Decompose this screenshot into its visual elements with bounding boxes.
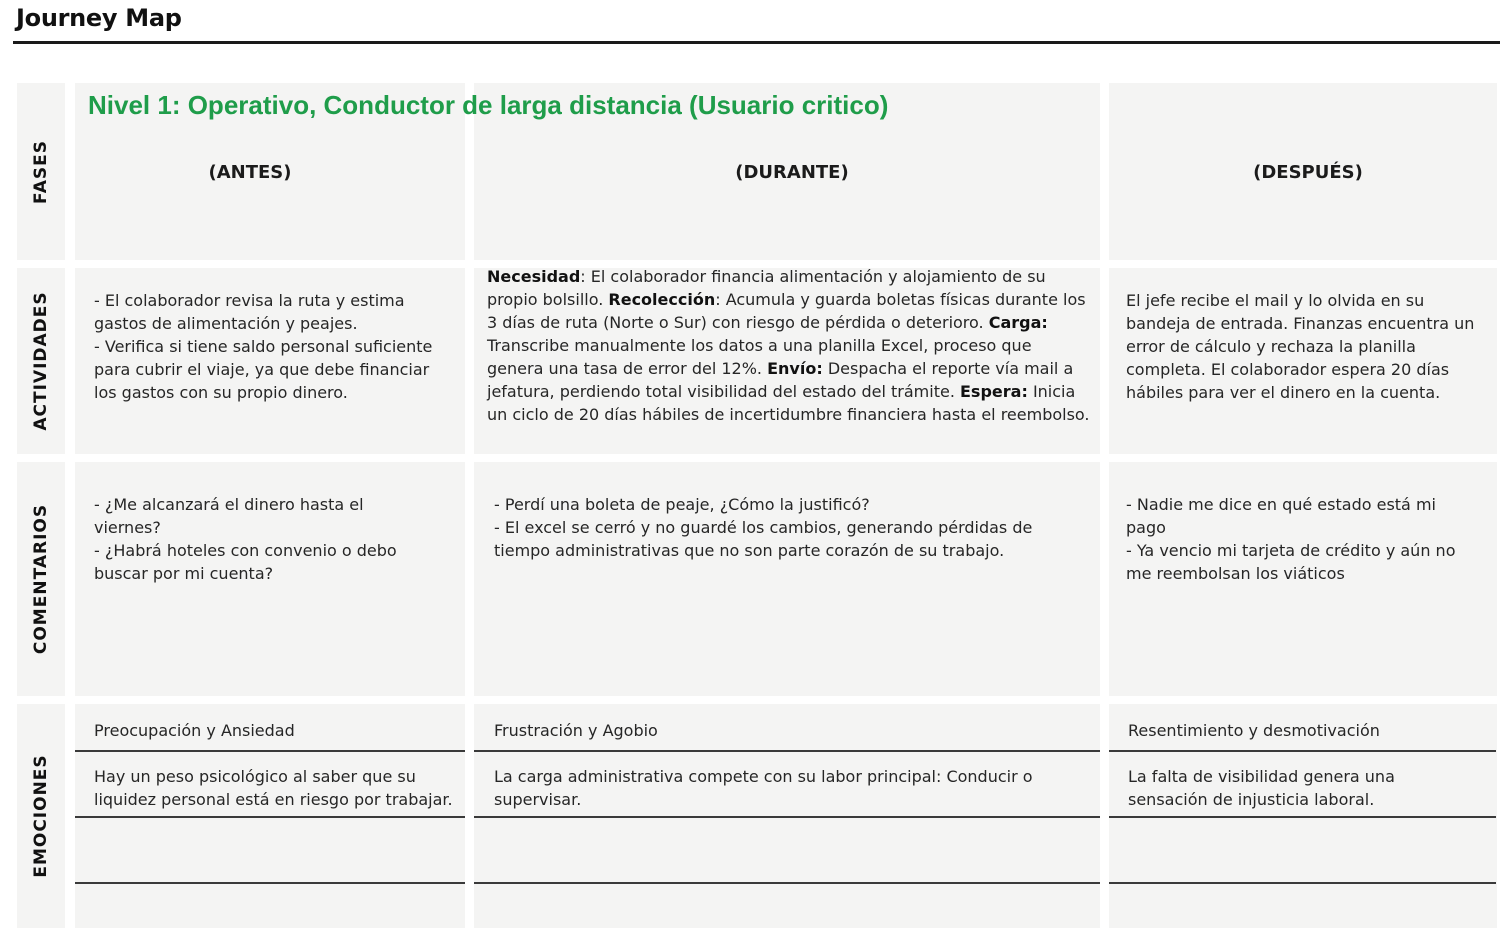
emociones-divider — [75, 882, 465, 884]
level-title: Nivel 1: Operativo, Conductor de larga distancia (Usuario critico) — [88, 90, 889, 120]
emociones-divider — [474, 750, 1100, 752]
emocion-durante: Frustración y Agobio — [494, 721, 658, 740]
durante-text-carga: Transcribe manualmente los datos a una planilla Excel, proceso que genera una tasa de error del 12%. — [487, 336, 1032, 378]
actividades-antes-item: - El colaborador revisa la ruta y estima gastos de alimentación y peajes. — [94, 291, 405, 333]
phase-despues: (DESPUÉS) — [1253, 162, 1363, 183]
durante-label-carga: Carga: — [988, 313, 1048, 332]
row-label-actividades-text: ACTIVIDADES — [31, 291, 51, 431]
durante-text-recoleccion: Acumula y guarda boletas físicas durante los 3 días de ruta (Norte o Sur) con riesgo de pérdida o deterioro. — [487, 290, 1086, 332]
durante-text-necesidad: El colaborador financia alimentación y alojamiento de su propio bolsillo. — [487, 267, 1046, 309]
durante-label-espera: Espera: — [960, 382, 1028, 401]
emociones-divider — [1109, 750, 1496, 752]
durante-text-envio: Despacha el reporte vía mail a jefatura, perdiendo total visibilidad del estado del trámite. — [487, 359, 1074, 401]
emociones-divider — [75, 816, 465, 818]
comentario-item: - El excel se cerró y no guardé los cambios, generando pérdidas de tiempo administrativas que no son parte corazón de su trabajo. — [494, 518, 1033, 560]
emocion-despues: Resentimiento y desmotivación — [1128, 721, 1380, 740]
durante-sep: : — [580, 267, 591, 286]
comentarios-durante-text — [494, 493, 1084, 562]
comentario-item: - Perdí una boleta de peaje, ¿Cómo la justificó? — [494, 495, 870, 514]
comentario-item: - Nadie me dice en qué estado está mi pago — [1126, 495, 1436, 537]
durante-sep: : — [715, 290, 726, 309]
comentario-item: - Ya vencio mi tarjeta de crédito y aún no me reembolsan los viáticos — [1126, 541, 1456, 583]
comentarios-despues-text — [1126, 493, 1466, 585]
actividades-antes-item: - Verifica si tiene saldo personal suficiente para cubrir el viaje, ya que debe financiar los gastos con su propio dinero. — [94, 337, 433, 402]
page-title: Journey Map — [16, 4, 182, 32]
row-label-comentarios — [17, 462, 65, 696]
actividades-durante-text — [487, 265, 1092, 426]
durante-text-espera: Inicia un ciclo de 20 días hábiles de incertidumbre financiera hasta el reembolso. — [487, 382, 1090, 424]
emocion-durante-detail: La carga administrativa compete con su labor principal: Conducir o supervisar. — [494, 767, 1033, 809]
row-label-fases — [17, 83, 65, 260]
durante-label-envio: Envío: — [767, 359, 823, 378]
emociones-divider — [474, 882, 1100, 884]
actividades-antes-text — [94, 289, 450, 404]
emociones-divider — [75, 750, 465, 752]
comentarios-antes-text — [94, 493, 434, 585]
row-label-fases-text: FASES — [31, 139, 51, 204]
comentario-item: - ¿Habrá hoteles con convenio o debo buscar por mi cuenta? — [94, 541, 397, 583]
phase-durante: (DURANTE) — [735, 162, 849, 183]
emociones-divider — [1109, 882, 1496, 884]
emocion-antes-detail: Hay un peso psicológico al saber que su liquidez personal está en riesgo por trabajar. — [94, 767, 453, 809]
row-label-comentarios-text: COMENTARIOS — [31, 503, 51, 655]
emocion-despues-detail: La falta de visibilidad genera una sensación de injusticia laboral. — [1128, 767, 1395, 809]
emocion-antes: Preocupación y Ansiedad — [94, 721, 295, 740]
phase-antes: (ANTES) — [208, 162, 292, 183]
row-label-actividades — [17, 268, 65, 454]
title-divider — [13, 41, 1500, 44]
durante-label-recoleccion: Recolección — [608, 290, 716, 309]
actividades-despues-text: El jefe recibe el mail y lo olvida en su bandeja de entrada. Finanzas encuentra un error de cálculo y rechaza la planilla completa. El colaborador espera 20 días hábiles para ver el dinero en la cuenta. — [1126, 291, 1475, 402]
emociones-divider — [474, 816, 1100, 818]
comentario-item: - ¿Me alcanzará el dinero hasta el viernes? — [94, 495, 364, 537]
row-label-emociones-text: EMOCIONES — [31, 754, 51, 878]
emociones-divider — [1109, 816, 1496, 818]
row-label-emociones — [17, 704, 65, 928]
durante-label-necesidad: Necesidad — [487, 267, 581, 286]
